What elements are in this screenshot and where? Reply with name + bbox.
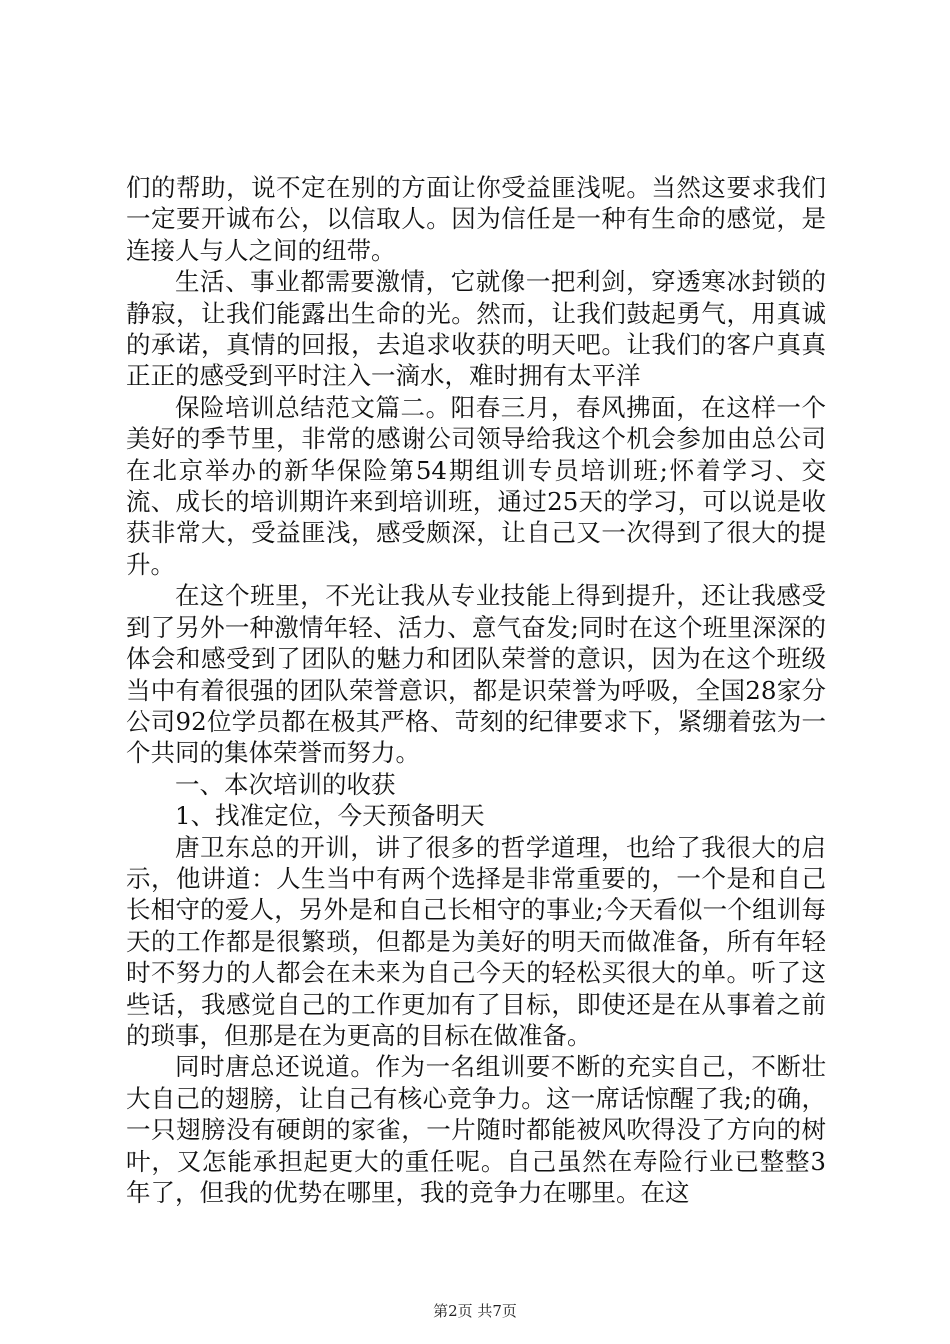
paragraph: 生活、事业都需要激情，它就像一把利剑，穿透寒冰封锁的静寂，让我们能露出生命的光。然而，让我们鼓起勇气，用真诚的承诺，真情的回报，去追求收获的明天吧。让我们的客户真真正正的感受到平时注入一滴水，难时拥有太平洋 xyxy=(126,267,826,391)
paragraph: 保险培训总结范文篇二。阳春三月，春风拂面，在这样一个美好的季节里，非常的感谢公司领导给我这个机会参加由总公司在北京举办的新华保险第54期组训专员培训班;怀着学习、交流、成长的培训期许来到培训班，通过25天的学习，可以说是收获非常大，受益匪浅，感受颇深，让自己又一次得到了很大的提升。 xyxy=(126,392,826,579)
paragraph: 们的帮助，说不定在别的方面让你受益匪浅呢。当然这要求我们一定要开诚布公，以信取人。因为信任是一种有生命的感觉，是连接人与人之间的纽带。 xyxy=(126,173,826,265)
section-heading: 一、本次培训的收获 xyxy=(175,769,396,799)
paragraph: 同时唐总还说道。作为一名组训要不断的充实自己，不断壮大自己的翅膀，让自己有核心竞争力。这一席话惊醒了我;的确，一只翅膀没有硬朗的家雀，一片随时都能被风吹得没了方向的树叶，又怎能承担起更大的重任呢。自己虽然在寿险行业已整整3年了，但我的优势在哪里，我的竞争力在哪里。在这 xyxy=(126,1052,826,1207)
subsection-heading: 1、找准定位，今天预备明天 xyxy=(175,801,485,831)
paragraph: 在这个班里，不光让我从专业技能上得到提升，还让我感受到了另外一种激情年轻、活力、意气奋发;同时在这个班里深深的体会和感受到了团队的魅力和团队荣誉的意识，因为在这个班级当中有着很强的团队荣誉意识，都是识荣誉为呼吸，全国28家分公司92位学员都在极其严格、苛刻的纪律要求下，紧绷着弦为一个共同的集体荣誉而努力。 xyxy=(126,581,826,768)
paragraph: 唐卫东总的开训，讲了很多的哲学道理，也给了我很大的启示，他讲道：人生当中有两个选择是非常重要的，一个是和自己长相守的爱人，另外是和自己长相守的事业;今天看似一个组训每天的工作都是很繁琐，但都是为美好的明天而做准备，所有年轻时不努力的人都会在未来为自己今天的轻松买很大的单。听了这些话，我感觉自己的工作更加有了目标，即使还是在从事着之前的琐事，但那是在为更高的目标在做准备。 xyxy=(126,832,826,1050)
page-number-footer: 第2页 共7页 xyxy=(433,1302,517,1320)
document-body xyxy=(126,172,826,1208)
